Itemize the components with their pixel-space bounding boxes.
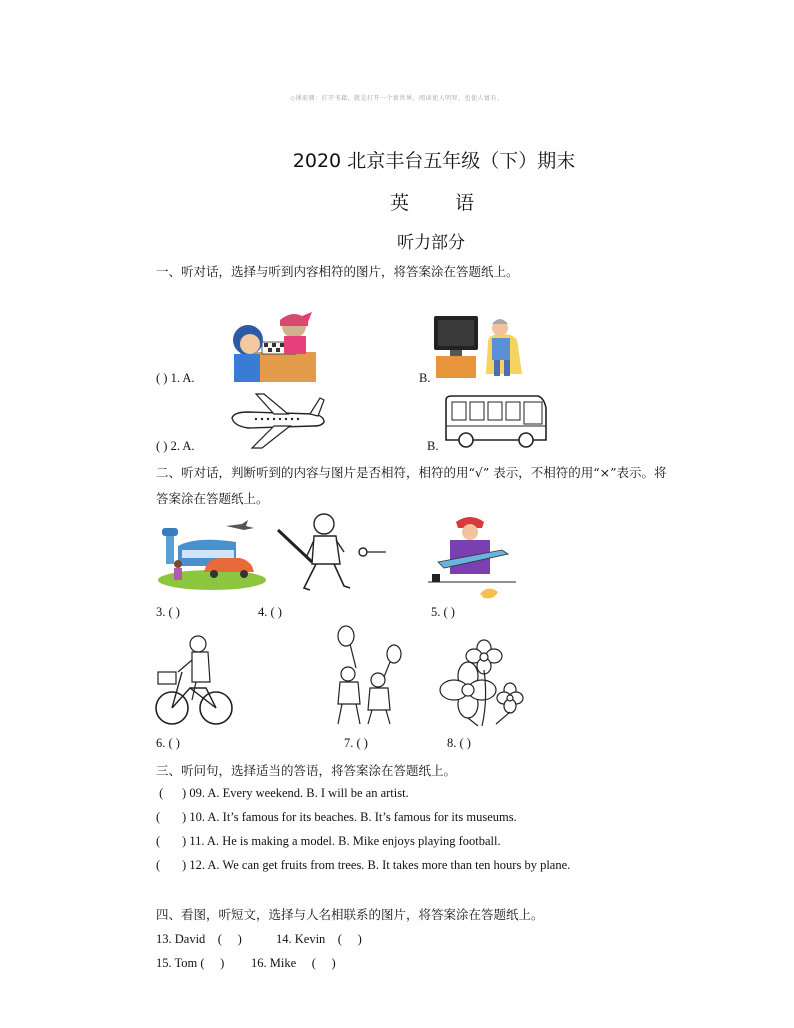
q1-option-b: B. — [419, 371, 431, 385]
q8-label: 8. ( ) — [447, 736, 471, 750]
subject-char-2: 语 — [455, 192, 475, 214]
q16-label: 16. Mike ( ) — [251, 956, 336, 970]
q1-label: ( ) 1. A. — [156, 371, 195, 385]
subject-char-1: 英 — [390, 192, 410, 214]
q7-label: 7. ( ) — [344, 736, 368, 750]
q9-item: ( ) 09. A. Every weekend. B. I will be an artist. — [156, 786, 409, 800]
subject-title — [390, 188, 474, 215]
q12-item: ( ) 12. A. We can get fruits from trees. B. It takes more than ten hours by plane. — [156, 858, 571, 872]
q2-option-b: B. — [427, 439, 439, 453]
q11-item: ( ) 11. A. He is making a model. B. Mike enjoys playing football. — [156, 834, 501, 848]
cycling-girl-image — [152, 632, 236, 728]
q3-label: 3. ( ) — [156, 605, 180, 619]
q2-label: ( ) 2. A. — [156, 439, 195, 453]
airport-car-image — [156, 516, 268, 590]
making-model-image — [428, 512, 516, 604]
q4-label: 4. ( ) — [258, 605, 282, 619]
badminton-kids-image — [330, 626, 404, 728]
bus-image — [442, 392, 548, 450]
tv-watching-image — [432, 312, 526, 382]
q15-label: 15. Tom ( ) — [156, 956, 225, 970]
section1-heading: 一、听对话，选择与听到内容相符的图片，将答案涂在答题纸上。 — [156, 264, 519, 279]
flowers-image — [438, 640, 524, 728]
q13-label: 13. David ( ) — [156, 932, 242, 946]
chess-kids-image — [228, 312, 316, 384]
q5-label: 5. ( ) — [431, 605, 455, 619]
section4-heading: 四、看图，听短文，选择与人名相联系的图片，将答案涂在答题纸上。 — [156, 907, 544, 922]
airplane-image — [226, 392, 328, 450]
exam-title: 2020 北京丰台五年级（下）期末 — [292, 150, 576, 172]
baseball-player-image — [270, 512, 390, 596]
q14-label: 14. Kevin ( ) — [276, 932, 362, 946]
section3-heading: 三、听问句，选择适当的答语，将答案涂在答题纸上。 — [156, 763, 457, 778]
part-title: 听力部分 — [397, 233, 465, 253]
q10-item: ( ) 10. A. It’s famous for its beaches. B. It’s famous for its museums. — [156, 810, 517, 824]
section2-heading-line1: 二、听对话，判断听到的内容与图片是否相符，相符的用“√” 表示，不相符的用“×”表示。将 — [156, 465, 667, 480]
section2-heading-line2: 答案涂在答题纸上。 — [156, 491, 269, 506]
q6-label: 6. ( ) — [156, 736, 180, 750]
watermark-text: ◇课前测：打开书籍，就是打开一个新世界。阅读使人明智，也使人富有。 — [290, 95, 504, 102]
